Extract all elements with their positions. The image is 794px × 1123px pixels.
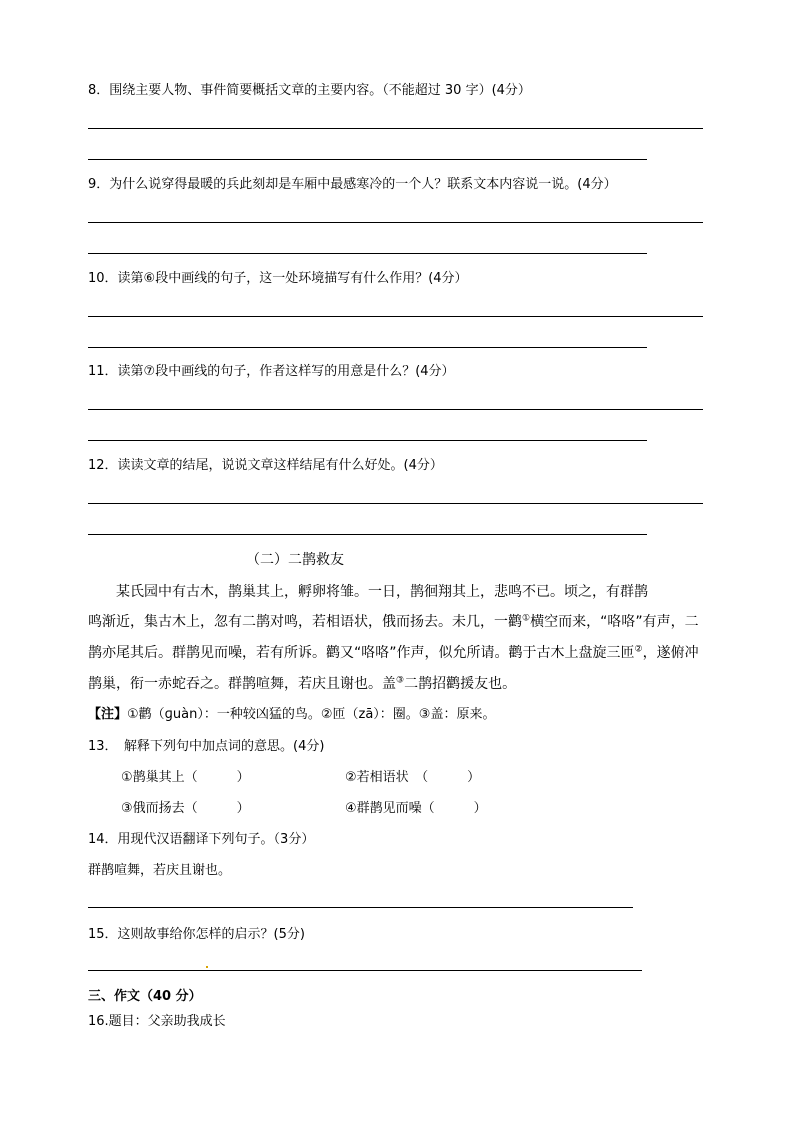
answer-line[interactable]	[88, 347, 647, 348]
question-9: 9．为什么说穿得最暖的兵此刻却是车厢中最感寒冷的一个人？联系文本内容说一说。(4分）	[88, 177, 617, 192]
q14-sentence: 群鹊喧舞，若庆且谢也。	[88, 863, 232, 878]
mark-dot	[206, 966, 208, 968]
answer-line[interactable]	[88, 970, 642, 971]
note-label: 【注】	[88, 707, 128, 722]
q13-item-a: ①鹊巢其上（ ）	[121, 770, 250, 785]
q13-item-b: ②若相语状 （ ）	[345, 770, 481, 785]
question-10: 10．读第⑥段中画线的句子，这一处环境描写有什么作用？(4分）	[88, 271, 468, 286]
question-13: 13． 解释下列句中加点词的意思。(4分)	[88, 739, 325, 754]
footnote-marker: ③	[396, 675, 405, 686]
passage-text: 二鹊招鹳援友也。	[404, 676, 517, 692]
question-8: 8．围绕主要人物、事件简要概括文章的主要内容。（不能超过 30 字）(4分）	[88, 83, 531, 98]
passage-text: 鸣渐近，集古木上，忽有二鹊对鸣，若相语状，俄而扬去。未几，一鹳	[88, 614, 522, 630]
footnote-marker: ①	[522, 613, 531, 624]
question-11: 11．读第⑦段中画线的句子，作者这样写的用意是什么？(4分）	[88, 364, 455, 379]
passage-line	[88, 612, 699, 632]
note-text: ①鹳（ɡuàn）：一种较凶猛的鸟。②匝（zā）：圈。③盖：原来。	[127, 707, 496, 722]
passage-text: 鹊亦尾其后。群鹊见而噪，若有所诉。鹳又“咯咯”作声，似允所请。鹳于古木上盘旋三匝	[88, 645, 635, 661]
answer-line[interactable]	[88, 159, 647, 160]
answer-line[interactable]	[88, 440, 647, 441]
passage-text: ，遂俯冲	[642, 645, 699, 661]
question-14: 14．用现代汉语翻译下列句子。（3分）	[88, 832, 315, 847]
answer-line[interactable]	[88, 316, 703, 317]
passage-line	[88, 674, 516, 694]
answer-line[interactable]	[88, 409, 703, 410]
passage-text: 鹊巢，衔一赤蛇吞之。群鹊喧舞，若庆且谢也。盖	[88, 676, 396, 692]
passage-title: （二）二鹊救友	[246, 552, 344, 568]
answer-line[interactable]	[88, 222, 703, 223]
answer-line[interactable]	[88, 503, 703, 504]
question-12: 12．读读文章的结尾，说说文章这样结尾有什么好处。(4分）	[88, 458, 443, 473]
passage-line: 某氏园中有古木，鹊巢其上，孵卵将雏。一日，鹊徊翔其上，悲鸣不已。顷之，有群鹊	[116, 584, 648, 600]
answer-line[interactable]	[88, 128, 703, 129]
answer-line[interactable]	[88, 534, 647, 535]
q13-item-c: ③俄而扬去（ ）	[121, 801, 250, 816]
answer-line[interactable]	[88, 907, 633, 908]
question-15: 15．这则故事给你怎样的启示？(5分)	[88, 927, 305, 942]
passage-text: 横空而来，“咯咯”有声，二	[530, 614, 699, 630]
section-heading: 三、作文（40 分）	[88, 989, 202, 1004]
q13-item-d: ④群鹊见而噪（ ）	[345, 801, 487, 816]
passage-line	[88, 643, 699, 663]
answer-line[interactable]	[88, 253, 647, 254]
annotation-note	[88, 706, 495, 724]
question-16: 16.题目：父亲助我成长	[88, 1014, 226, 1029]
footnote-marker: ②	[634, 644, 643, 655]
